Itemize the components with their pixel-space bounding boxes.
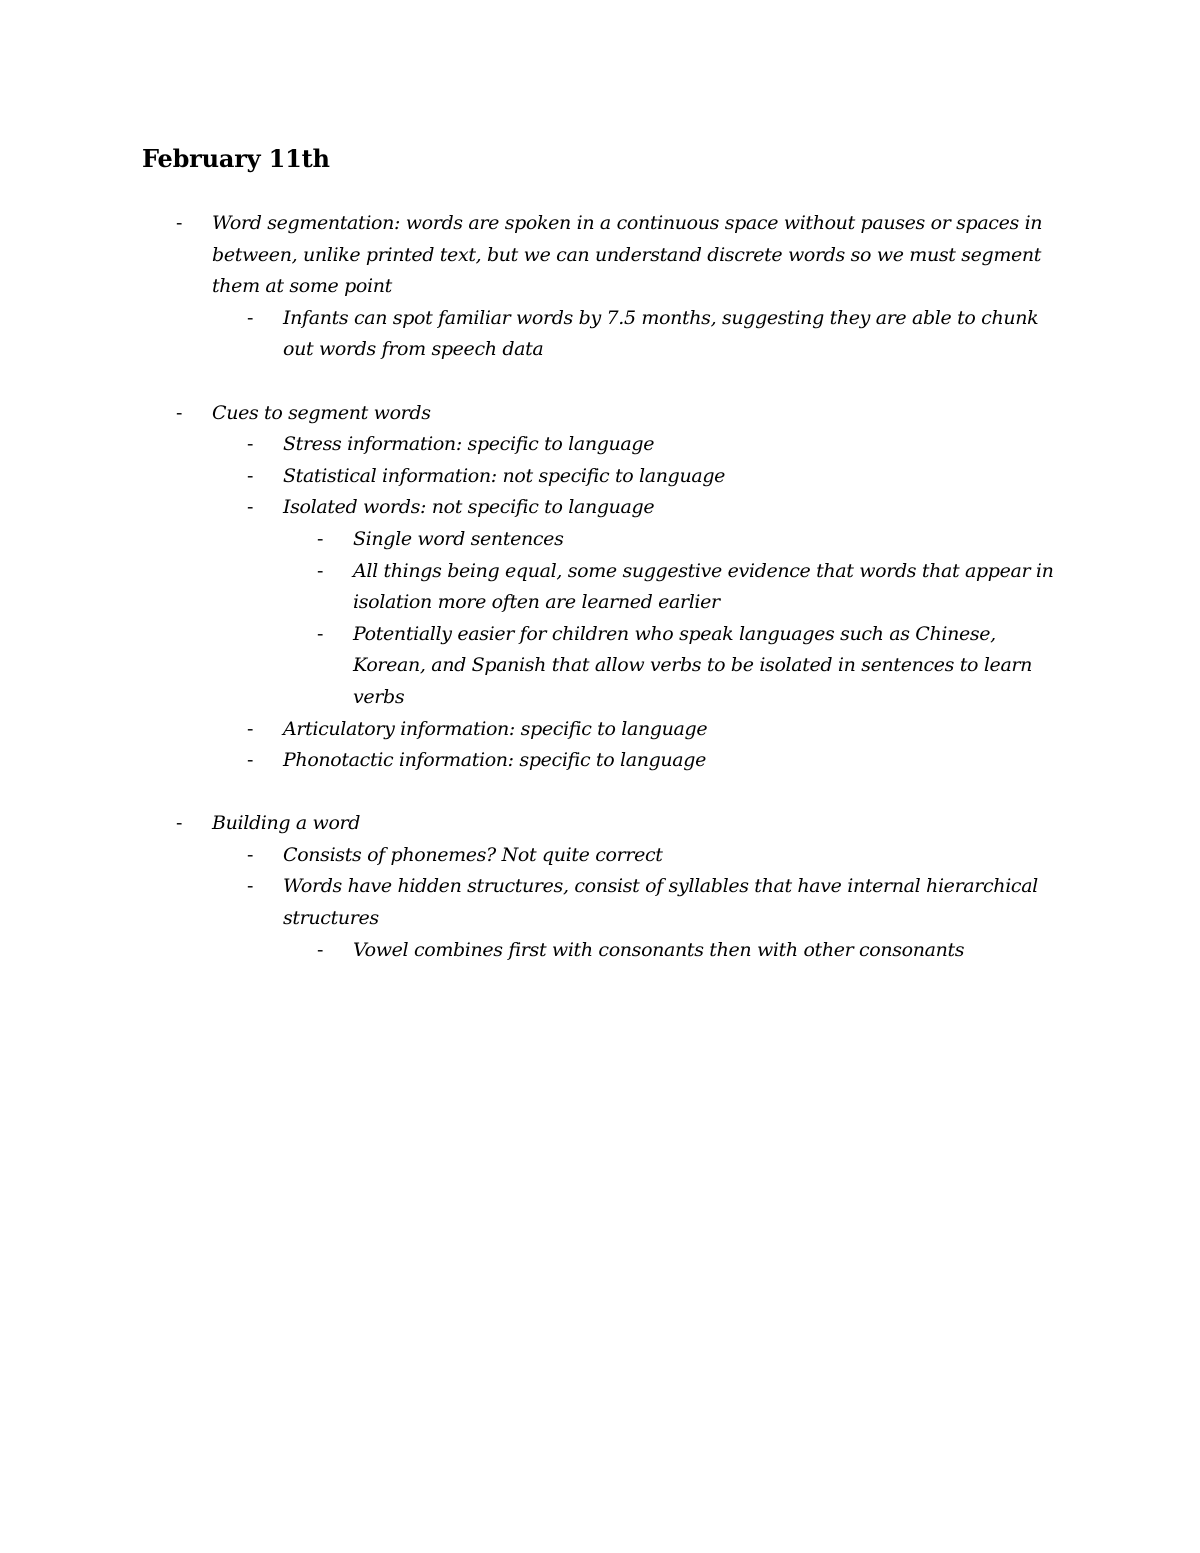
list-item [0, 619, 1065, 714]
page-title: February 11th [142, 144, 330, 173]
list-item [0, 745, 1063, 777]
note-text: Stress information: specific to language [283, 433, 655, 456]
bullet-dash: - [247, 306, 254, 329]
spacer [0, 366, 1200, 398]
bullet-dash: - [247, 875, 254, 898]
list-item [0, 303, 1063, 366]
list-item [0, 556, 1065, 619]
bullet-dash: - [247, 843, 254, 866]
note-text: Vowel combines first with consonants then with other consonants [353, 938, 965, 961]
note-text: Building a word [212, 812, 361, 835]
list-item [0, 840, 1063, 872]
list-item [0, 461, 1063, 493]
note-text: Word segmentation: words are spoken in a continuous space without pauses or spaces in between, unlike printed text, but we can understand discrete words so we must segment them at some point [212, 212, 1043, 298]
spacer [0, 777, 1200, 809]
list-item [0, 398, 1062, 430]
list-item [0, 808, 1062, 840]
bullet-dash: - [247, 464, 254, 487]
list-item [0, 429, 1063, 461]
list-item [0, 492, 1063, 524]
note-text: Consists of phonemes? Not quite correct [283, 843, 663, 866]
note-text: Potentially easier for children who speak languages such as Chinese, Korean, and Spanish that allow verbs to be isolated in sentences to learn verbs [353, 622, 1033, 708]
note-text: Single word sentences [353, 527, 564, 550]
note-text: Statistical information: not specific to language [283, 464, 726, 487]
note-text: Cues to segment words [212, 401, 431, 424]
note-text: Words have hidden structures, consist of syllables that have internal hierarchical structures [283, 875, 1038, 930]
notes-list [0, 208, 1200, 966]
list-item [0, 208, 1062, 303]
list-item [0, 871, 1063, 934]
bullet-dash: - [176, 212, 183, 234]
note-text: All things being equal, some suggestive evidence that words that appear in isolation more often are learned earlier [353, 559, 1054, 614]
bullet-dash: - [247, 749, 254, 772]
bullet-dash: - [247, 496, 254, 519]
bullet-dash: - [247, 717, 254, 740]
note-text: Infants can spot familiar words by 7.5 months, suggesting they are able to chunk out words from speech data [283, 306, 1039, 361]
bullet-dash: - [176, 401, 183, 424]
bullet-dash: - [317, 527, 324, 550]
note-text: Phonotactic information: specific to language [283, 749, 706, 772]
note-text: Articulatory information: specific to language [283, 717, 708, 740]
bullet-dash: - [176, 812, 183, 835]
note-text: Isolated words: not specific to language [283, 496, 655, 519]
list-item [0, 935, 1065, 967]
bullet-dash: - [247, 433, 254, 456]
bullet-dash: - [317, 938, 324, 961]
bullet-dash: - [317, 622, 324, 645]
list-item [0, 714, 1063, 746]
list-item [0, 524, 1065, 556]
bullet-dash: - [317, 559, 324, 582]
